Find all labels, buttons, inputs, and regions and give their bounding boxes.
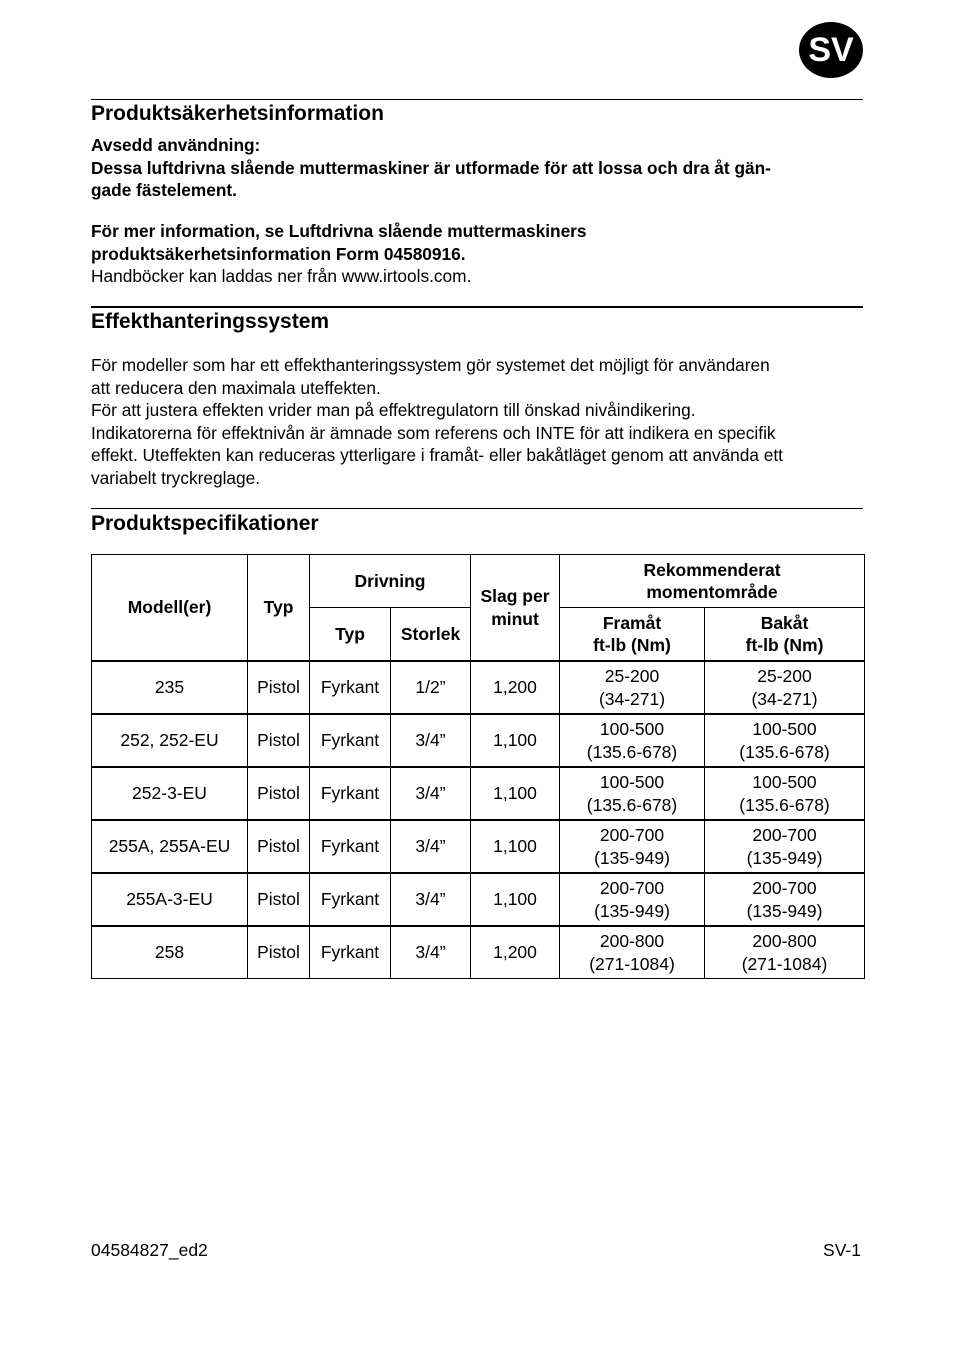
specifications-table-body [92, 661, 865, 979]
header-line: ft-lb (Nm) [745, 635, 824, 655]
paragraph-line: För att justera effekten vrider man på effektregulatorn till önskad nivåindikering. [91, 400, 696, 420]
cell-drive-type: Fyrkant [310, 873, 391, 926]
intended-use-line: gade fästelement. [91, 180, 237, 200]
cell-forward-torque [560, 820, 705, 873]
more-info-line: produktsäkerhetsinformation Form 04580916. [91, 243, 466, 264]
cell-blows-per-minute: 1,200 [471, 926, 560, 979]
torque-line: 100-500 [752, 772, 817, 792]
cell-drive-type: Fyrkant [310, 661, 391, 714]
paragraph-line: För modeller som har ett effekthanteringssystem gör systemet det möjligt för användaren [91, 355, 770, 375]
cell-reverse-torque [705, 820, 865, 873]
torque-line: 100-500 [599, 719, 665, 739]
cell-forward-torque [560, 714, 705, 767]
torque-line: 200-800 [599, 931, 665, 951]
header-reverse [705, 608, 865, 662]
specifications-heading: Produktspecifikationer [91, 512, 319, 535]
cell-reverse-torque [705, 714, 865, 767]
torque-line: (271-1084) [741, 953, 828, 974]
cell-drive-size: 3/4” [391, 714, 471, 767]
cell-forward-torque [560, 767, 705, 820]
cell-type: Pistol [248, 714, 310, 767]
cell-model: 255A, 255A-EU [92, 820, 248, 873]
torque-line: 100-500 [599, 772, 665, 792]
header-line: momentområde [646, 582, 778, 602]
torque-line: 200-700 [599, 878, 665, 898]
cell-type: Pistol [248, 873, 310, 926]
paragraph-line: effekt. Uteffekten kan reduceras ytterligare i framåt- eller bakåtläget genom att använda ett [91, 445, 783, 465]
torque-line: 25-200 [604, 666, 660, 686]
table-row [92, 714, 865, 767]
cell-blows-per-minute: 1,100 [471, 767, 560, 820]
cell-drive-type: Fyrkant [310, 714, 391, 767]
cell-drive-size: 3/4” [391, 926, 471, 979]
section-rule [91, 508, 863, 509]
header-type: Typ [248, 555, 310, 662]
cell-drive-size: 3/4” [391, 820, 471, 873]
torque-line: 200-700 [752, 825, 817, 845]
section-rule [91, 306, 863, 308]
power-management-text [91, 354, 866, 489]
paragraph-line: att reducera den maximala uteffekten. [91, 377, 381, 398]
header-torque-range [560, 555, 865, 608]
torque-line: (34-271) [598, 688, 666, 709]
torque-line: 200-700 [752, 878, 817, 898]
torque-line: (135.6-678) [586, 741, 678, 762]
header-drive: Drivning [310, 555, 471, 608]
cell-reverse-torque [705, 661, 865, 714]
cell-drive-size: 3/4” [391, 873, 471, 926]
more-info-line: För mer information, se Luftdrivna slående muttermaskiners [91, 221, 587, 241]
table-row [92, 661, 865, 714]
cell-blows-per-minute: 1,100 [471, 714, 560, 767]
table-row [92, 767, 865, 820]
torque-line: (135.6-678) [586, 794, 678, 815]
cell-model: 255A-3-EU [92, 873, 248, 926]
cell-type: Pistol [248, 767, 310, 820]
torque-line: (135-949) [746, 847, 823, 868]
header-line: Bakåt [760, 612, 809, 633]
table-row [92, 820, 865, 873]
header-drive-type: Typ [310, 608, 391, 662]
cell-blows-per-minute: 1,100 [471, 873, 560, 926]
cell-drive-size: 1/2” [391, 661, 471, 714]
torque-line: (135.6-678) [739, 794, 830, 815]
torque-line: (34-271) [751, 688, 818, 709]
torque-line: (135-949) [594, 900, 670, 921]
header-blows-per-minute [471, 555, 560, 662]
cell-reverse-torque [705, 873, 865, 926]
header-models: Modell(er) [92, 555, 248, 662]
torque-line: (135-949) [746, 900, 823, 921]
cell-forward-torque [560, 926, 705, 979]
cell-reverse-torque [705, 767, 865, 820]
intended-use-label: Avsedd användning: [91, 135, 261, 155]
cell-forward-torque [560, 873, 705, 926]
document-number: 04584827_ed2 [91, 1240, 208, 1260]
header-line: minut [491, 608, 539, 629]
language-badge: SV [799, 22, 863, 78]
torque-line: 25-200 [757, 666, 812, 686]
torque-line: (271-1084) [589, 953, 675, 974]
cell-type: Pistol [248, 820, 310, 873]
torque-line: (135-949) [594, 847, 670, 868]
cell-drive-type: Fyrkant [310, 820, 391, 873]
cell-model: 258 [92, 926, 248, 979]
header-line: Slag per [480, 586, 550, 606]
cell-model: 252, 252-EU [92, 714, 248, 767]
top-rule [91, 99, 863, 100]
paragraph-line: Indikatorerna för effektnivån är ämnade som referens och INTE för att indikera en specifik [91, 422, 776, 443]
cell-blows-per-minute: 1,100 [471, 820, 560, 873]
cell-forward-torque [560, 661, 705, 714]
header-drive-size: Storlek [391, 608, 471, 662]
download-note: Handböcker kan laddas ner från www.irtools.com. [91, 266, 472, 286]
cell-drive-type: Fyrkant [310, 767, 391, 820]
cell-model: 252-3-EU [92, 767, 248, 820]
safety-intended-use [91, 134, 866, 202]
cell-reverse-torque [705, 926, 865, 979]
header-forward [560, 608, 705, 662]
cell-drive-type: Fyrkant [310, 926, 391, 979]
torque-line: 200-700 [599, 825, 665, 845]
power-management-heading: Effekthanteringssystem [91, 310, 330, 333]
header-line: Rekommenderat [643, 559, 781, 580]
torque-line: 200-800 [752, 931, 817, 951]
cell-type: Pistol [248, 661, 310, 714]
header-line: ft-lb (Nm) [593, 635, 671, 655]
paragraph-line: variabelt tryckreglage. [91, 467, 261, 488]
page-number: SV-1 [823, 1240, 861, 1260]
safety-heading: Produktsäkerhetsinformation [91, 102, 384, 125]
intended-use-line: Dessa luftdrivna slående muttermaskiner är utformade för att lossa och dra åt gän- [91, 157, 771, 178]
cell-model: 235 [92, 661, 248, 714]
specifications-table [91, 554, 865, 979]
table-row [92, 873, 865, 926]
safety-more-info [91, 220, 866, 288]
cell-blows-per-minute: 1,200 [471, 661, 560, 714]
torque-line: 100-500 [752, 719, 817, 739]
cell-type: Pistol [248, 926, 310, 979]
header-line: Framåt [602, 612, 662, 633]
cell-drive-size: 3/4” [391, 767, 471, 820]
table-row [92, 926, 865, 979]
torque-line: (135.6-678) [739, 741, 830, 762]
